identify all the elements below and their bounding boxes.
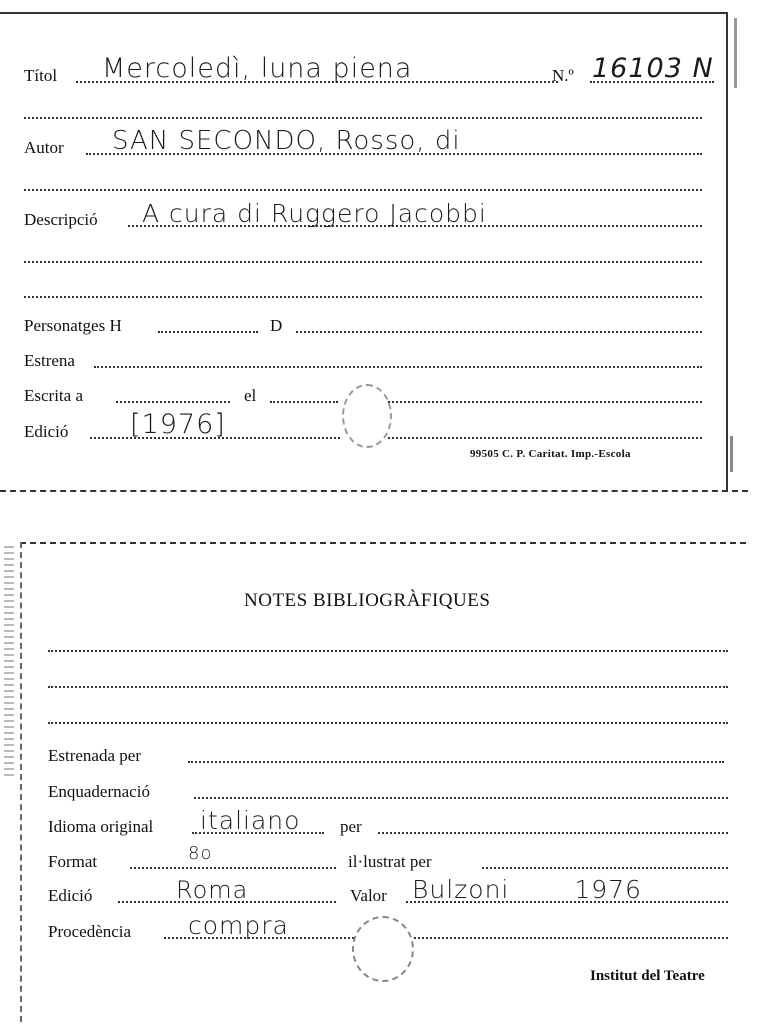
catalog-card-front — [0, 0, 759, 500]
binding-row — [48, 778, 738, 804]
written-place-dots — [116, 401, 230, 403]
author-row — [24, 126, 714, 160]
imprint-text: 99505 C. P. Caritat. Imp.-Escola — [470, 448, 631, 460]
edition-label: Edició — [24, 422, 69, 441]
language-label: Idioma original — [48, 817, 154, 836]
margin-speck — [730, 436, 733, 472]
illustrated-by-dots — [482, 867, 728, 869]
provenance-label: Procedència — [48, 922, 132, 941]
stamp-circle — [342, 384, 392, 448]
edition-back-value: Roma — [176, 876, 249, 904]
card-border-left — [20, 542, 22, 1022]
characters-d-label: D — [270, 316, 283, 335]
provenance-value: compra — [188, 911, 289, 940]
edition-value: [1976] — [130, 409, 226, 440]
blank-line — [48, 686, 728, 688]
characters-d-dots — [296, 331, 702, 333]
premiere-dots — [94, 366, 702, 368]
edition-back-label: Edició — [48, 886, 93, 905]
language-per-dots — [378, 832, 728, 834]
premiered-by-row — [48, 742, 738, 768]
written-date-dots — [270, 401, 338, 403]
characters-row — [24, 312, 714, 338]
format-value: 8o — [188, 843, 213, 864]
description-value: A cura di Ruggero Jacobbi — [142, 199, 487, 228]
premiered-by-label: Estrenada per — [48, 746, 141, 765]
value-value: Bulzoni 1976 — [412, 875, 642, 904]
blank-line — [48, 722, 728, 724]
premiered-by-dots — [188, 761, 724, 763]
provenance-dots-2 — [414, 937, 728, 939]
description-row — [24, 199, 714, 232]
institution-name: Institut del Teatre — [590, 968, 705, 984]
written-el-label: el — [244, 386, 257, 405]
card-border-top — [20, 542, 746, 544]
card-border-right — [726, 12, 728, 492]
card-border-bottom — [0, 490, 748, 492]
card-border-top — [0, 12, 728, 14]
title-row — [24, 53, 714, 88]
number-value: 16103 N — [592, 53, 714, 84]
author-label: Autor — [24, 138, 64, 157]
characters-h-dots — [158, 331, 258, 333]
written-date-dots-2 — [388, 401, 702, 403]
language-row — [48, 806, 738, 839]
binding-dots — [194, 797, 728, 799]
value-label: Valor — [350, 886, 387, 905]
language-per-label: per — [340, 817, 362, 836]
stamp-circle — [352, 916, 414, 982]
premiere-label: Estrena — [24, 351, 75, 370]
edition-dots-2 — [388, 437, 702, 439]
description-label: Descripció — [24, 210, 98, 229]
language-value: italiano — [200, 806, 301, 835]
characters-label: Personatges H — [24, 316, 122, 335]
binding-label: Enquadernació — [48, 782, 150, 801]
premiere-row — [24, 347, 714, 373]
edition-row-back — [48, 875, 738, 908]
notes-heading: NOTES BIBLIOGRÀFIQUES — [244, 590, 491, 611]
blank-line — [24, 296, 702, 298]
number-label: N.º — [552, 66, 574, 85]
format-dots — [130, 867, 336, 869]
blank-line — [24, 189, 702, 191]
title-label: Títol — [24, 66, 58, 85]
format-row — [48, 843, 738, 874]
blank-line — [24, 117, 702, 119]
written-label: Escrita a — [24, 386, 83, 405]
illustrated-by-label: il·lustrat per — [348, 852, 432, 871]
author-value: SAN SECONDO, Rosso, di — [112, 126, 461, 156]
format-label: Format — [48, 852, 98, 871]
catalog-card-back — [0, 540, 759, 1028]
blank-line — [48, 650, 728, 652]
margin-speck — [734, 18, 737, 88]
margin-speck — [4, 546, 14, 776]
blank-line — [24, 261, 702, 263]
title-value: Mercoledì, luna piena — [102, 53, 413, 84]
